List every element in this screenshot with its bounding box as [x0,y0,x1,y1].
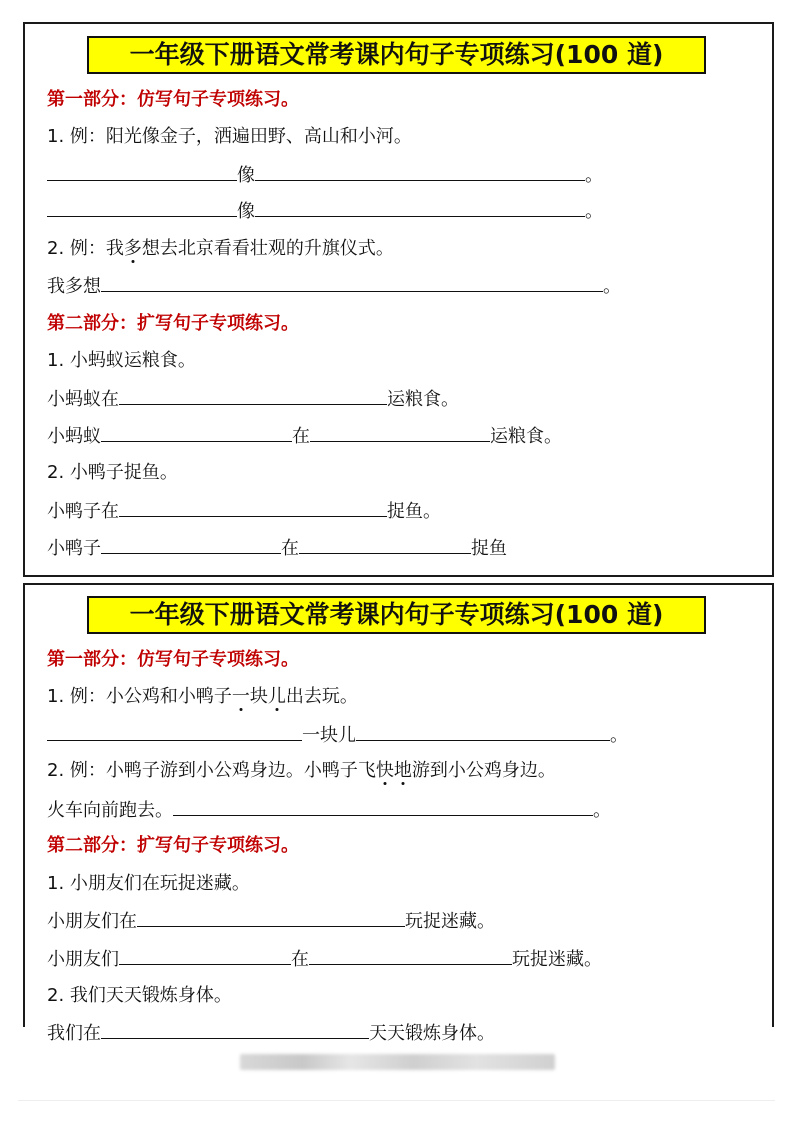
answer-blank[interactable] [101,534,281,554]
exercise-prompt [47,236,394,262]
sentence-fragment: 小蚂蚁在 [47,389,119,410]
fill-line [47,1019,495,1045]
sentence-fragment: 在 [281,538,299,559]
exercise-prompt: 1. 例：阳光像金子，洒遍田野、高山和小河。 [47,126,412,147]
answer-blank[interactable] [137,907,405,927]
section-heading-expansion: 第二部分：扩写句子专项练习。 [47,313,299,334]
emphasis-char: 地 [393,760,412,781]
answer-blank[interactable] [255,197,585,217]
prompt-text: 2. 例：我 [47,238,124,259]
emphasis-char: 一 [231,686,250,707]
exercise-prompt: 1. 小朋友们在玩捉迷藏。 [47,873,250,894]
fill-line [47,197,603,223]
sentence-fragment: 小鸭子 [47,538,101,559]
worksheet-page-2 [23,583,774,1044]
sentence-fragment: 像 [237,165,255,186]
section-heading-imitation: 第一部分：仿写句子专项练习。 [47,649,299,670]
answer-blank[interactable] [47,197,237,217]
answer-blank[interactable] [47,721,302,741]
answer-blank[interactable] [310,422,490,442]
end-mark: 。 [593,800,611,821]
worksheet-title: 一年级下册语文常考课内句子专项练习(100 道) [87,36,706,74]
answer-blank[interactable] [101,272,603,292]
emphasis-char: 多 [123,238,142,259]
worksheet-page-1 [23,22,774,577]
prompt-text: 游到小公鸡身边。 [411,760,556,781]
sentence-fragment: 玩捉迷藏。 [405,911,495,932]
prompt-text: 1. 例：小公鸡和小鸭子 [47,686,232,707]
sentence-fragment: 火车向前跑去。 [47,800,173,821]
exercise-prompt: 1. 小蚂蚁运粮食。 [47,350,196,371]
fill-line [47,422,562,448]
exercise-prompt: 2. 小鸭子捉鱼。 [47,462,178,483]
answer-blank[interactable] [119,497,387,517]
prompt-text: 出去玩。 [285,686,358,707]
end-mark: 。 [585,201,603,222]
sentence-fragment: 捉鱼。 [387,501,441,522]
answer-blank[interactable] [101,1019,369,1039]
worksheet-title: 一年级下册语文常考课内句子专项练习(100 道) [87,596,706,634]
exercise-prompt: 2. 我们天天锻炼身体。 [47,985,232,1006]
emphasis-char: 快 [375,760,394,781]
sentence-fragment: 我们在 [47,1023,101,1044]
sentence-fragment: 天天锻炼身体。 [369,1023,495,1044]
sentence-fragment: 运粮食。 [490,426,562,447]
sentence-fragment: 我多想 [47,276,101,297]
sentence-fragment: 像 [237,201,255,222]
exercise-prompt [47,758,556,784]
answer-blank[interactable] [309,945,512,965]
footer-divider [18,1100,775,1101]
section-heading-expansion: 第二部分：扩写句子专项练习。 [47,835,299,856]
fill-line [47,721,628,747]
sentence-fragment: 捉鱼 [471,538,507,559]
exercise-prompt [47,684,358,710]
answer-blank[interactable] [255,161,585,181]
answer-blank[interactable] [101,422,292,442]
fill-line [47,497,441,523]
sentence-fragment: 玩捉迷藏。 [512,949,602,970]
sentence-fragment: 在 [291,949,309,970]
sentence-fragment: 在 [292,426,310,447]
sentence-fragment: 小蚂蚁 [47,426,101,447]
fill-line [47,161,603,187]
end-mark: 。 [603,276,621,297]
sentence-fragment: 小朋友们在 [47,911,137,932]
answer-blank[interactable] [119,945,291,965]
fill-line [47,385,459,411]
emphasis-char: 儿 [267,686,286,707]
answer-blank[interactable] [356,721,610,741]
answer-blank[interactable] [119,385,387,405]
fill-line [47,907,495,933]
fill-line [47,272,621,298]
sentence-fragment: 一块儿 [302,725,356,746]
sentence-fragment: 小鸭子在 [47,501,119,522]
end-mark: 。 [610,725,628,746]
fill-line [47,534,507,560]
prompt-text: 想去北京看看壮观的升旗仪式。 [141,238,394,259]
end-mark: 。 [585,165,603,186]
sentence-fragment: 运粮食。 [387,389,459,410]
answer-blank[interactable] [173,796,593,816]
prompt-text: 块 [249,686,268,707]
answer-blank[interactable] [47,161,237,181]
prompt-text: 2. 例：小鸭子游到小公鸡身边。小鸭子飞 [47,760,376,781]
sentence-fragment: 小朋友们 [47,949,119,970]
fill-line [47,796,611,822]
blurred-watermark [240,1054,555,1070]
answer-blank[interactable] [299,534,471,554]
fill-line [47,945,602,971]
section-heading-imitation: 第一部分：仿写句子专项练习。 [47,89,299,110]
